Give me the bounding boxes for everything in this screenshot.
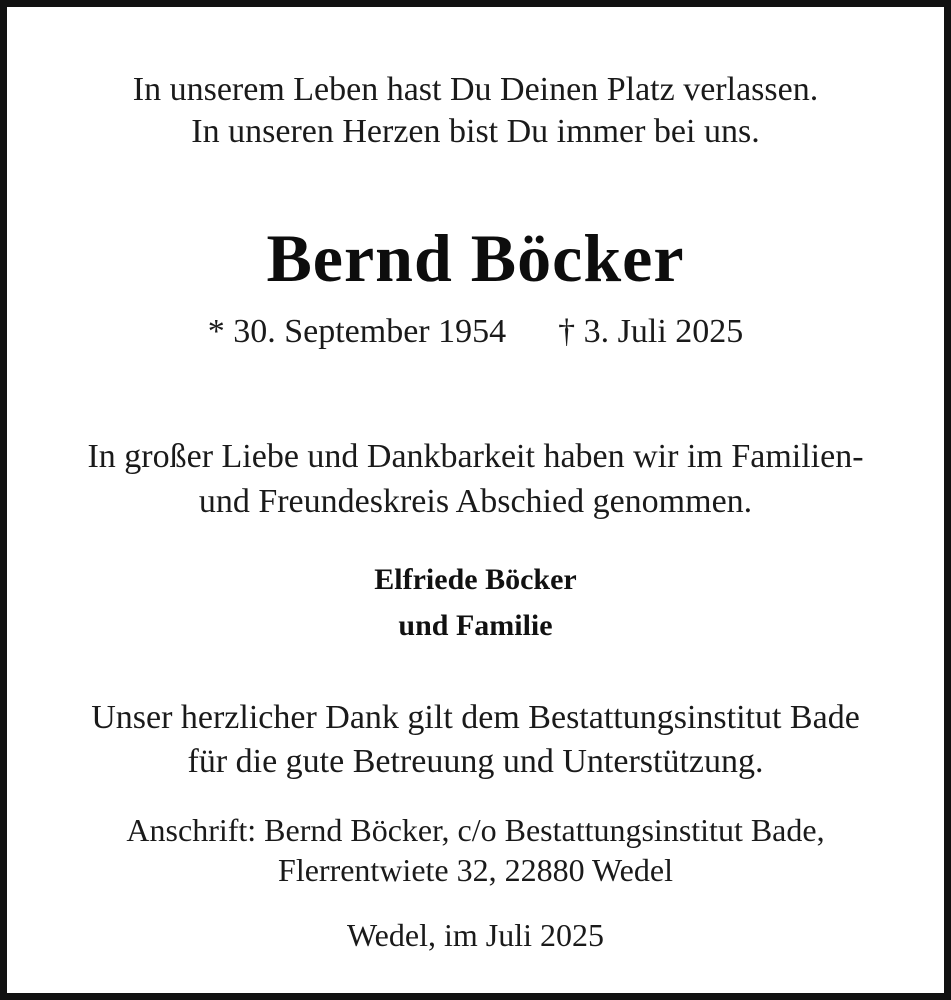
thanks-line-1: Unser herzlicher Dank gilt dem Bestattungsinstitut Bade xyxy=(91,699,860,736)
death-date: † 3. Juli 2025 xyxy=(558,313,744,350)
place-and-date: Wedel, im Juli 2025 xyxy=(347,917,604,953)
mourner-family: und Familie xyxy=(398,609,553,642)
deceased-name: Bernd Böcker xyxy=(266,220,685,296)
farewell-line-1: In großer Liebe und Dankbarkeit haben wir im Familien- xyxy=(87,438,864,475)
address-line-2: Flerrentwiete 32, 22880 Wedel xyxy=(278,852,673,888)
thanks-line-2: für die gute Betreuung und Unterstützung. xyxy=(187,743,764,780)
mourner-name: Elfriede Böcker xyxy=(374,563,577,596)
birth-date: * 30. September 1954 xyxy=(207,313,507,350)
life-dates xyxy=(7,313,944,351)
farewell-line-2: und Freundeskreis Abschied genommen. xyxy=(198,483,753,520)
intro-line-2: In unseren Herzen bist Du immer bei uns. xyxy=(191,113,760,150)
intro-line-1: In unserem Leben hast Du Deinen Platz verlassen. xyxy=(132,71,819,108)
address-line-1: Anschrift: Bernd Böcker, c/o Bestattungsinstitut Bade, xyxy=(126,812,825,848)
